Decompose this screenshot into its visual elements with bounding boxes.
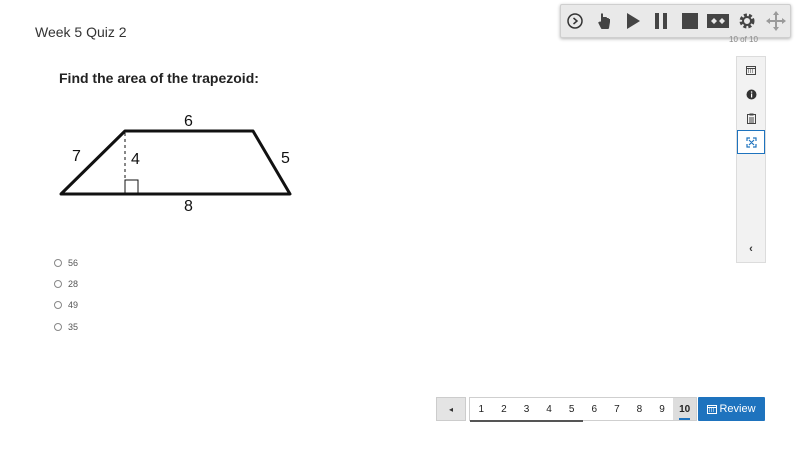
answer-option[interactable]	[54, 273, 78, 294]
play-icon[interactable]	[621, 9, 645, 33]
previous-button[interactable]: ◂	[436, 397, 466, 421]
option-label: 35	[68, 321, 79, 332]
radio-button[interactable]	[54, 259, 62, 267]
option-label: 28	[68, 278, 79, 289]
label-right: 5	[281, 150, 290, 167]
page-button-10[interactable]: 10	[673, 398, 696, 420]
page-button-2[interactable]: 2	[493, 398, 516, 420]
radio-button[interactable]	[54, 323, 62, 331]
clipboard-icon[interactable]	[737, 106, 765, 130]
page-button-7[interactable]: 7	[614, 403, 620, 415]
pause-icon[interactable]	[649, 9, 673, 33]
label-bottom: 8	[184, 198, 193, 215]
page-button-1[interactable]: 1	[470, 398, 493, 420]
collapse-panel-button[interactable]: ‹	[749, 243, 753, 255]
radio-button[interactable]	[54, 301, 62, 309]
page-button-4[interactable]: 4	[538, 398, 561, 420]
answer-options	[54, 252, 78, 337]
radio-button[interactable]	[54, 280, 62, 288]
info-icon[interactable]	[737, 82, 765, 106]
page-button-9[interactable]: 9	[659, 403, 665, 415]
speech-icon[interactable]	[706, 9, 730, 33]
label-height: 4	[131, 151, 140, 168]
label-left: 7	[72, 148, 81, 165]
calendar-icon	[707, 404, 717, 414]
page-button-3[interactable]: 3	[515, 398, 538, 420]
gear-icon[interactable]	[735, 9, 759, 33]
answer-option[interactable]	[54, 316, 78, 337]
answer-option[interactable]	[54, 252, 78, 273]
fullscreen-icon[interactable]	[737, 130, 765, 154]
hand-pointer-icon[interactable]	[592, 9, 616, 33]
option-label: 49	[68, 300, 79, 311]
read-aloud-toolbar	[560, 4, 791, 38]
answer-option[interactable]	[54, 295, 78, 316]
question-pagination	[436, 397, 697, 421]
page-list	[469, 397, 697, 421]
page-button-8[interactable]: 8	[636, 403, 643, 415]
quiz-title: Week 5 Quiz 2	[35, 24, 127, 40]
page-button-6[interactable]: 6	[591, 403, 598, 415]
expand-icon[interactable]	[563, 9, 587, 33]
review-label: Review	[719, 403, 756, 415]
move-icon[interactable]	[764, 9, 788, 33]
calendar-icon[interactable]	[737, 58, 765, 82]
stop-icon[interactable]	[678, 9, 702, 33]
question-counter: 10 of 10	[729, 35, 758, 44]
page-button-5[interactable]: 5	[560, 398, 583, 420]
option-label: 56	[68, 257, 79, 268]
review-button[interactable]	[698, 397, 765, 421]
trapezoid-figure	[50, 105, 310, 220]
question-prompt: Find the area of the trapezoid:	[59, 70, 259, 86]
label-top: 6	[184, 113, 193, 130]
side-panel	[736, 56, 766, 263]
